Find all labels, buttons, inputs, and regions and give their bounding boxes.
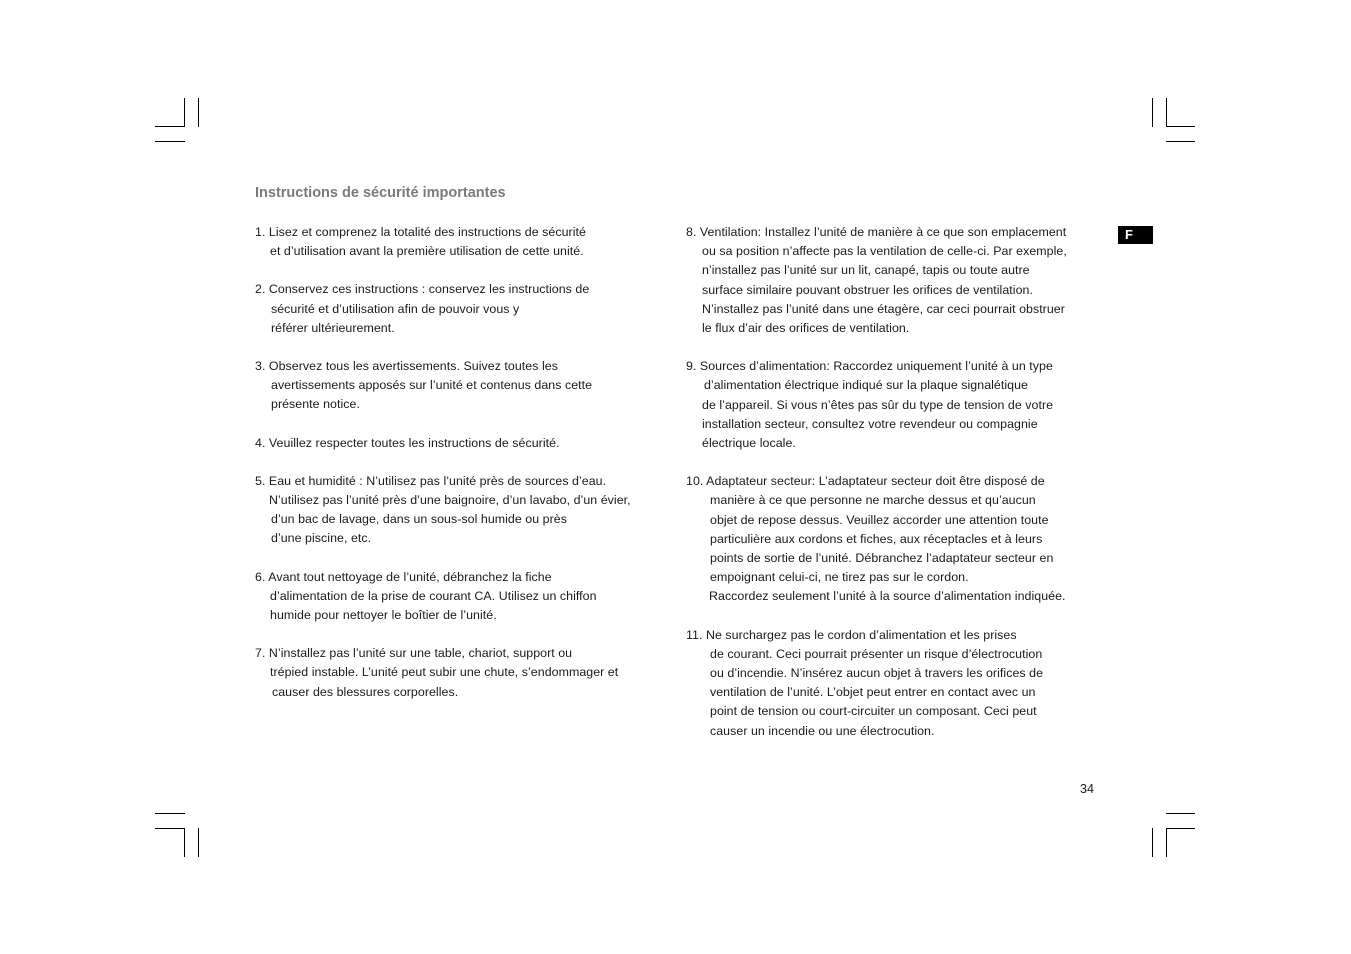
instruction-line: 2. Conservez ces instructions : conservez les instructions de xyxy=(255,282,590,297)
instruction-line: présente notice. xyxy=(271,397,360,412)
instruction-line: 11. Ne surchargez pas le cordon d’alimentation et les prises xyxy=(686,627,1017,642)
crop-line xyxy=(1166,813,1195,814)
crop-line xyxy=(198,828,199,857)
instruction-line: 7. N’installez pas l’unité sur une table, chariot, support ou xyxy=(255,646,573,661)
instruction-line: ventilation de l’unité. L’objet peut entrer en contact avec un xyxy=(710,685,1036,700)
instruction-line: 10. Adaptateur secteur: L’adaptateur secteur doit être disposé de xyxy=(686,474,1045,489)
crop-line xyxy=(1166,98,1167,127)
instruction-line: objet de repose dessus. Veuillez accorder une attention toute xyxy=(710,512,1049,527)
instruction-line: d’une piscine, etc. xyxy=(271,531,372,546)
instruction-line: 4. Veuillez respecter toutes les instructions de sécurité. xyxy=(255,435,560,450)
crop-line xyxy=(1166,828,1167,857)
crop-line xyxy=(184,828,185,857)
safety-instruction-7 xyxy=(255,644,665,702)
instruction-line: causer des blessures corporelles. xyxy=(272,684,459,699)
instruction-line: point de tension ou court-circuiter un composant. Ceci peut xyxy=(710,704,1037,719)
instruction-line: 8. Ventilation: Installez l’unité de manière à ce que son emplacement xyxy=(686,225,1067,239)
instruction-line: de courant. Ceci pourrait présenter un risque d’électrocution xyxy=(710,646,1043,661)
instruction-line: N’installez pas l’unité dans une étagère, car ceci pourrait obstruer xyxy=(702,301,1065,316)
crop-line xyxy=(155,828,185,829)
instruction-line: N’utilisez pas l’unité près d’une baignoire, d’un lavabo, d’un évier, xyxy=(269,493,631,508)
instruction-line: avertissements apposés sur l’unité et contenus dans cette xyxy=(271,378,593,393)
left-column xyxy=(255,223,665,721)
instruction-line: 1. Lisez et comprenez la totalité des instructions de sécurité xyxy=(255,225,586,239)
crop-line xyxy=(1166,141,1195,142)
instruction-line: surface similaire pouvant obstruer les orifices de ventilation. xyxy=(702,282,1033,297)
safety-instruction-11 xyxy=(686,626,1106,741)
instruction-line: d’alimentation électrique indiqué sur la plaque signalétique xyxy=(704,378,1028,393)
instruction-line: ou sa position n’affecte pas la ventilation de celle-ci. Par exemple, xyxy=(702,244,1067,259)
safety-instruction-9 xyxy=(686,357,1106,453)
language-tab: F xyxy=(1118,226,1153,244)
instruction-line: référer ultérieurement. xyxy=(271,320,395,335)
safety-instruction-8 xyxy=(686,223,1106,338)
instruction-line: le flux d’air des orifices de ventilation. xyxy=(702,321,910,336)
crop-line xyxy=(155,141,185,142)
crop-line xyxy=(184,98,185,127)
instruction-line: trépied instable. L’unité peut subir une chute, s’endommager et xyxy=(270,665,619,680)
instruction-line: 9. Sources d’alimentation: Raccordez uniquement l’unité à un type xyxy=(686,359,1053,374)
crop-line xyxy=(1166,126,1195,127)
instruction-line: empoignant celui-ci, ne tirez pas sur le cordon. xyxy=(710,570,969,585)
crop-line xyxy=(198,98,199,127)
page-number: 34 xyxy=(1080,782,1094,796)
instruction-line: d’un bac de lavage, dans un sous-sol humide ou près xyxy=(271,512,567,527)
instruction-line: humide pour nettoyer le boîtier de l’unité. xyxy=(270,608,497,623)
crop-line xyxy=(155,126,185,127)
safety-instruction-2 xyxy=(255,280,665,338)
instruction-line: causer un incendie ou une électrocution. xyxy=(710,723,935,738)
instruction-line: et d’utilisation avant la première utilisation de cette unité. xyxy=(270,244,584,259)
right-column xyxy=(686,223,1106,760)
instruction-line: Raccordez seulement l’unité à la source d’alimentation indiquée. xyxy=(709,589,1066,604)
page-title: Instructions de sécurité importantes xyxy=(255,185,506,201)
instruction-line: électrique locale. xyxy=(702,436,796,451)
safety-instruction-1 xyxy=(255,223,665,261)
instruction-line: de l’appareil. Si vous n’êtes pas sûr du type de tension de votre xyxy=(702,397,1054,412)
instruction-line: particulière aux cordons et fiches, aux réceptacles et à leurs xyxy=(710,531,1043,546)
instruction-line: points de sortie de l’unité. Débranchez l’adaptateur secteur en xyxy=(710,551,1054,566)
instruction-line: manière à ce que personne ne marche dessus et qu’aucun xyxy=(710,493,1036,508)
instruction-line: ou d’incendie. N’insérez aucun objet à travers les orifices de xyxy=(710,666,1044,681)
instruction-line: sécurité et d’utilisation afin de pouvoir vous y xyxy=(271,301,520,316)
instruction-line: 3. Observez tous les avertissements. Suivez toutes les xyxy=(255,359,558,374)
instruction-line: d’alimentation de la prise de courant CA. Utilisez un chiffon xyxy=(270,588,597,603)
safety-instruction-3 xyxy=(255,357,665,415)
instruction-line: n’installez pas l’unité sur un lit, canapé, tapis ou toute autre xyxy=(702,263,1030,278)
safety-instruction-10 xyxy=(686,472,1106,606)
instruction-line: 5. Eau et humidité : N’utilisez pas l’unité près de sources d’eau. xyxy=(255,473,607,488)
crop-line xyxy=(1152,98,1153,127)
crop-line xyxy=(1166,828,1195,829)
crop-line xyxy=(155,813,185,814)
safety-instruction-5 xyxy=(255,472,665,549)
instruction-line: 6. Avant tout nettoyage de l’unité, débranchez la fiche xyxy=(255,569,552,584)
instruction-line: installation secteur, consultez votre revendeur ou compagnie xyxy=(702,416,1038,431)
safety-instruction-6 xyxy=(255,568,665,626)
crop-line xyxy=(1152,828,1153,857)
safety-instruction-4 xyxy=(255,434,665,453)
